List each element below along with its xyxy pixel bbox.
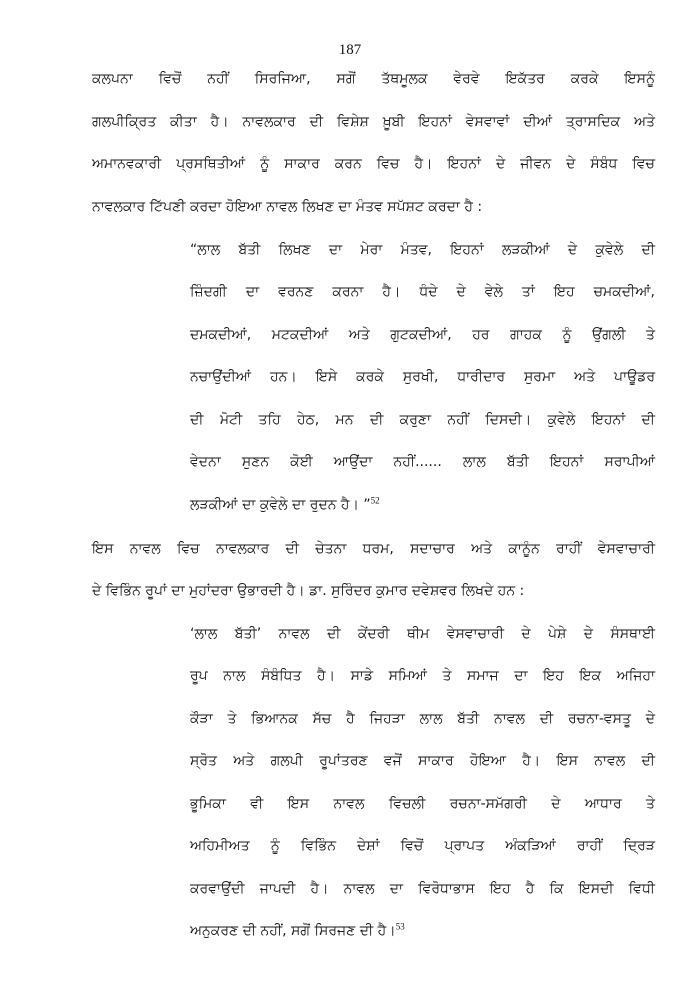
quote-line: ‘ਲਾਲ ਬੱਤੀ’ ਨਾਵਲ ਦੀ ਕੇਂਦਰੀ ਥੀਮ ਵੇਸਵਾਚਾਰੀ ਦੇ ਪੇਸ਼ੇ ਦੇ ਸੰਸਥਾਈ xyxy=(190,626,655,642)
quote-line: ਭੂਮਿਕਾ ਵੀ ਇਸ ਨਾਵਲ ਵਿਚਲੀ ਰਚਨਾ-ਸਮੱਗਰੀ ਦੇ ਆਧਾਰ ਤੇ xyxy=(190,796,655,812)
text-line: ਨਾਵਲਕਾਰ ਟਿੱਪਣੀ ਕਰਦਾ ਹੋਇਆ ਨਾਵਲ ਲਿਖਣ ਦਾ ਮੰਤਵ ਸਪੱਸ਼ਟ ਕਰਦਾ ਹੈ : xyxy=(92,199,483,215)
quote-line: ਜ਼ਿੰਦਗੀ ਦਾ ਵਰਨਣ ਕਰਨਾ ਹੈ। ਧੰਦੇ ਦੇ ਵੇਲੇ ਤਾਂ ਇਹ ਚਮਕਦੀਆਂ, xyxy=(190,284,655,300)
quote-line: ਵੇਦਨਾ ਸੁਣਨ ਕੋਈ ਆਉਂਦਾ ਨਹੀਂ...... ਲਾਲ ਬੱਤੀ ਇਹਨਾਂ ਸਰਾਪੀਆਂ xyxy=(190,454,655,470)
quote-line: ਨਚਾਉਂਦੀਆਂ ਹਨ। ਇਸੇ ਕਰਕੇ ਸੁਰਖੀ, ਧਾਰੀਦਾਰ ਸੁਰਮਾ ਅਤੇ ਪਾਊਡਰ xyxy=(190,369,655,385)
footnote-ref: 53 xyxy=(395,921,405,932)
quote-line: “ਲਾਲ ਬੱਤੀ ਲਿਖਣ ਦਾ ਮੇਰਾ ਮੰਤਵ, ਇਹਨਾਂ ਲੜਕੀਆਂ ਦੇ ਕੁਵੇਲੇ ਦੀ xyxy=(190,242,655,258)
text-line: ਕਲਪਨਾ ਵਿਚੋਂ ਨਹੀਂ ਸਿਰਜਿਆ, ਸਗੋਂ ਤੱਥਮੂਲਕ ਵੇਰਵੇ ਇਕੱਤਰ ਕਰਕੇ ਇਸਨੂੰ xyxy=(92,71,655,87)
quote-line: ਕੌੜਾ ਤੇ ਭਿਆਨਕ ਸੱਚ ਹੈ ਜਿਹੜਾ ਲਾਲ ਬੱਤੀ ਨਾਵਲ ਦੀ ਰਚਨਾ-ਵਸਤੂ ਦੇ xyxy=(190,711,655,727)
quote-line: ਰੂਪ ਨਾਲ ਸੰਬੰਧਿਤ ਹੈ। ਸਾਡੇ ਸਮਿਆਂ ਤੇ ਸਮਾਜ ਦਾ ਇਹ ਇਕ ਅਜਿਹਾ xyxy=(190,668,655,684)
quote-line: ਸ੍ਰੋਤ ਅਤੇ ਗਲਪੀ ਰੂਪਾਂਤਰਣ ਵਜੋਂ ਸਾਕਾਰ ਹੋਇਆ ਹੈ। ਇਸ ਨਾਵਲ ਦੀ xyxy=(190,753,655,769)
quote-line: ਅਹਿਮੀਅਤ ਨੂੰ ਵਿਭਿੰਨ ਦੇਸ਼ਾਂ ਵਿਚੋਂ ਪ੍ਰਾਪਤ ਅੰਕੜਿਆਂ ਰਾਹੀਂ ਦ੍ਰਿੜ xyxy=(190,838,655,854)
text-line: ਗਲਪੀਕ੍ਰਿਤ ਕੀਤਾ ਹੈ। ਨਾਵਲਕਾਰ ਦੀ ਵਿਸ਼ੇਸ਼ ਖ਼ੂਬੀ ਇਹਨਾਂ ਵੇਸਵਾਵਾਂ ਦੀਆਂ ਤ੍ਰਾਸਦਿਕ ਅਤੇ xyxy=(92,114,655,130)
footnote-ref: 52 xyxy=(370,495,380,506)
quote-text: ਅਨੁਕਰਣ ਦੀ ਨਹੀਂ, ਸਗੋਂ ਸਿਰਜਣ ਦੀ ਹੈ। xyxy=(190,923,396,939)
quote-line-last xyxy=(190,921,655,941)
text-line: ਅਮਾਨਵਕਾਰੀ ਪ੍ਰਸਥਿਤੀਆਂ ਨੂੰ ਸਾਕਾਰ ਕਰਨ ਵਿਚ ਹੈ। ਇਹਨਾਂ ਦੇ ਜੀਵਨ ਦੇ ਸੰਬੰਧ ਵਿਚ xyxy=(92,156,655,172)
quote-line: ਦਮਕਦੀਆਂ, ਮਟਕਦੀਆਂ ਅਤੇ ਗੁਟਕਦੀਆਂ, ਹਰ ਗਾਹਕ ਨੂੰ ਉਂਗਲੀ ਤੇ xyxy=(190,327,655,343)
page-number: 187 xyxy=(338,42,362,58)
quote-line: ਕਰਵਾਉਂਦੀ ਜਾਪਦੀ ਹੈ। ਨਾਵਲ ਦਾ ਵਿਰੋਧਾਭਾਸ ਇਹ ਹੈ ਕਿ ਇਸਦੀ ਵਿਧੀ xyxy=(190,881,655,897)
quote-line-last xyxy=(190,495,655,515)
quote-line: ਦੀ ਮੋਟੀ ਤਹਿ ਹੇਠ, ਮਨ ਦੀ ਕਰੁਣਾ ਨਹੀਂ ਦਿਸਦੀ। ਕੁਵੇਲੇ ਇਹਨਾਂ ਦੀ xyxy=(190,412,655,428)
text-line: ਦੇ ਵਿਭਿੰਨ ਰੂਪਾਂ ਦਾ ਮੁਹਾਂਦਰਾ ਉਭਾਰਦੀ ਹੈ। ਡਾ. ਸੁਰਿੰਦਰ ਕੁਮਾਰ ਦਵੇਸ਼ਵਰ ਲਿਖਦੇ ਹਨ : xyxy=(92,583,525,599)
quote-text: ਲੜਕੀਆਂ ਦਾ ਕੁਵੇਲੇ ਦਾ ਰੁਦਨ ਹੈ। ” xyxy=(190,497,371,513)
text-line: ਇਸ ਨਾਵਲ ਵਿਚ ਨਾਵਲਕਾਰ ਦੀ ਚੇਤਨਾ ਧਰਮ, ਸਦਾਚਾਰ ਅਤੇ ਕਾਨੂੰਨ ਰਾਹੀਂ ਵੇਸਵਾਚਾਰੀ xyxy=(92,541,655,557)
